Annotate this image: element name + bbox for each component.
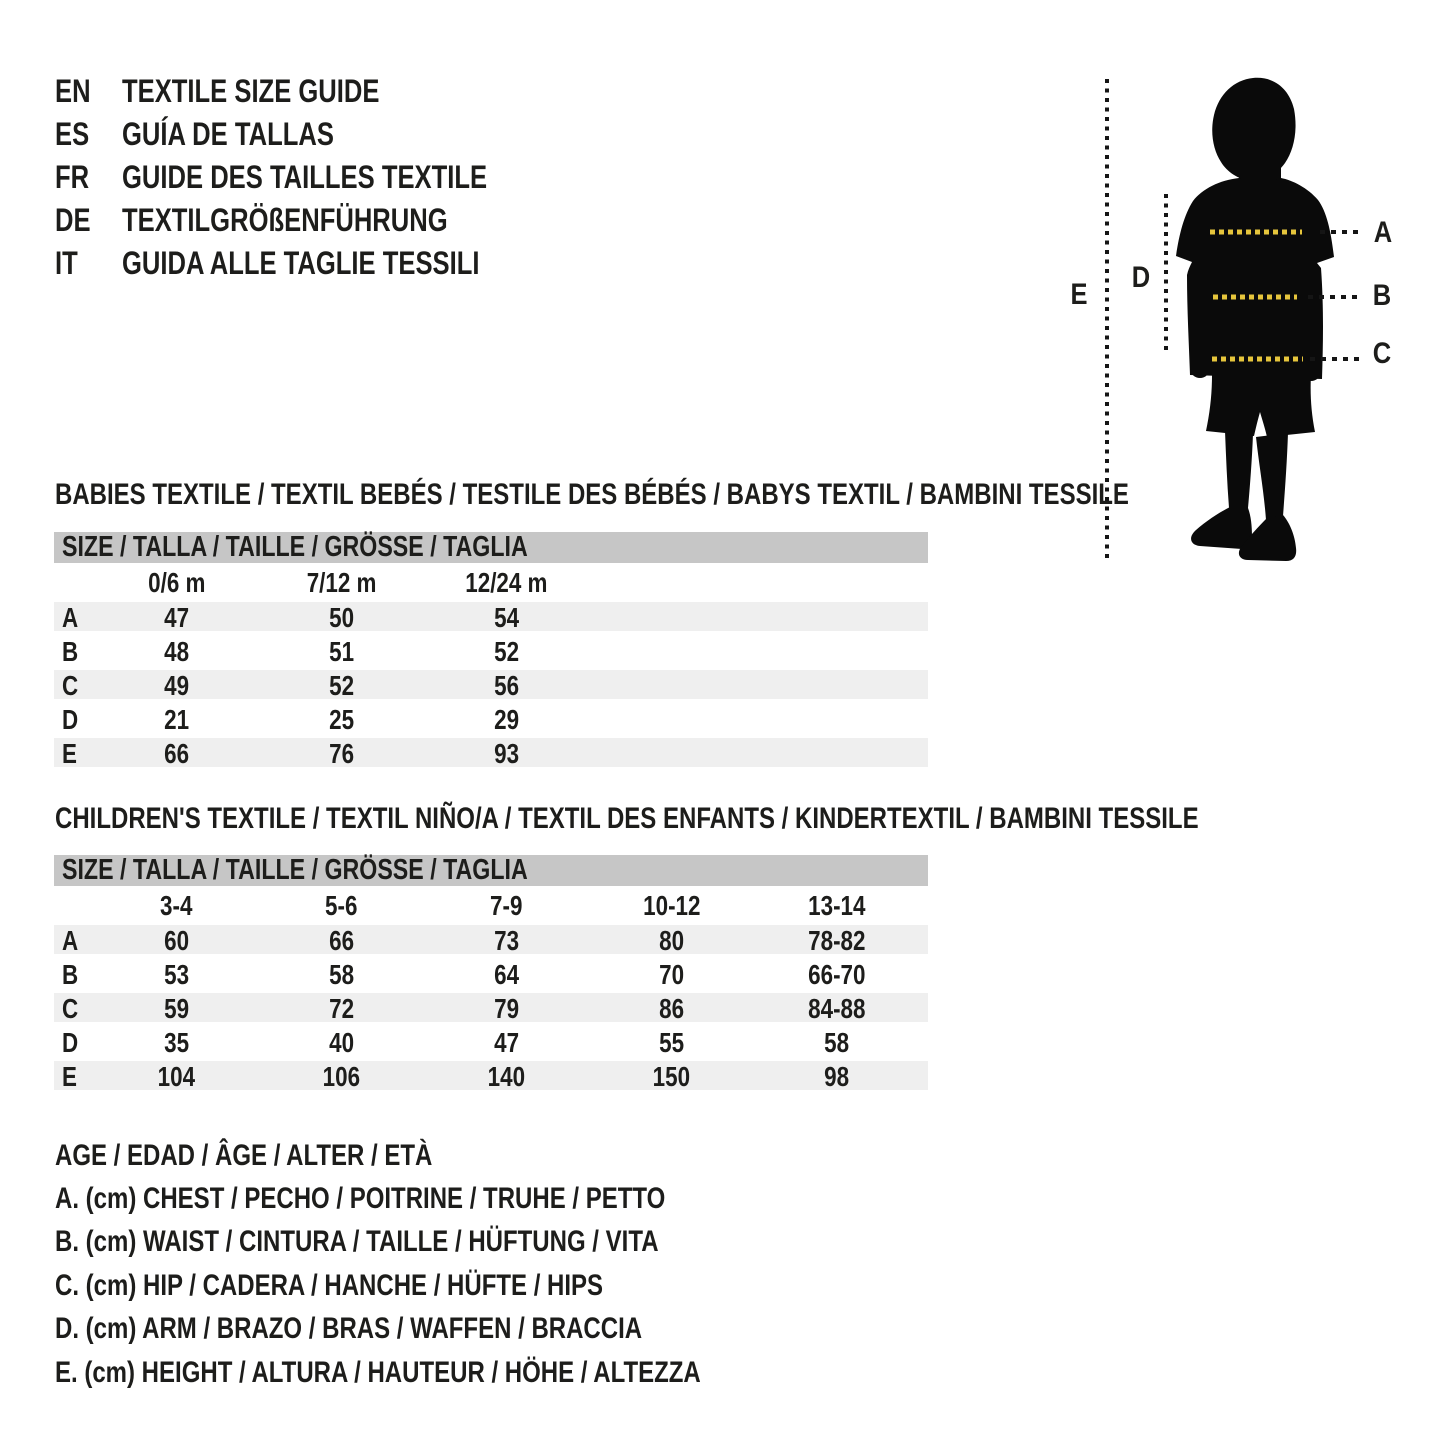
table-row: B 48 51 52 <box>62 636 519 667</box>
lang-code-de: DE <box>55 202 91 238</box>
babies-section-title: BABIES TEXTILE / TEXTIL BEBÉS / TESTILE DES BÉBÉS / BABYS TEXTIL / BAMBINI TESSILE <box>55 478 1129 511</box>
lang-code-es: ES <box>55 116 90 152</box>
babies-col-2: 12/24 m <box>465 566 548 598</box>
children-size-header-bar: SIZE / TALLA / TAILLE / GRÖSSE / TAGLIA <box>54 855 928 886</box>
title-fr: GUIDE DES TAILLES TEXTILE <box>122 159 488 195</box>
title-it: GUIDA ALLE TAGLIE TESSILI <box>122 245 480 281</box>
figure-label-c: C <box>1372 337 1392 370</box>
lang-code-fr: FR <box>55 159 90 195</box>
legend-arm: D. (cm) ARM / BRAZO / BRAS / WAFFEN / BRACCIA <box>55 1312 643 1346</box>
table-row: D 35 40 47 55 58 <box>62 1027 849 1058</box>
child-silhouette-figure <box>1040 60 1445 600</box>
table-row: E 104 106 140 150 98 <box>54 1061 928 1090</box>
figure-label-e: E <box>1070 278 1088 311</box>
lang-row-it <box>55 242 578 285</box>
lang-row-de <box>55 199 578 242</box>
lang-row-en <box>55 70 578 113</box>
babies-col-1: 7/12 m <box>306 566 377 598</box>
children-column-headers <box>54 886 928 925</box>
children-col-0: 3-4 <box>160 889 193 921</box>
legend-hip: C. (cm) HIP / CADERA / HANCHE / HÜFTE / HIPS <box>55 1268 604 1302</box>
table-row: C 49 52 56 <box>54 670 928 699</box>
title-es: GUÍA DE TALLAS <box>122 116 334 152</box>
legend-height: E. (cm) HEIGHT / ALTURA / HAUTEUR / HÖHE / ALTEZZA <box>55 1355 701 1389</box>
babies-size-table <box>54 532 928 772</box>
children-col-2: 7-9 <box>490 889 523 921</box>
title-de: TEXTILGRÖßENFÜHRUNG <box>122 202 448 238</box>
lang-row-fr <box>55 156 578 199</box>
legend-age: AGE / EDAD / ÂGE / ALTER / ETÀ <box>55 1138 433 1172</box>
babies-size-header-bar: SIZE / TALLA / TAILLE / GRÖSSE / TAGLIA <box>54 532 928 563</box>
figure-label-b: B <box>1372 279 1392 312</box>
children-size-table <box>54 855 928 1095</box>
babies-col-0: 0/6 m <box>147 566 206 598</box>
table-row: A 60 66 73 80 78-82 <box>54 925 928 954</box>
legend-waist: B. (cm) WAIST / CINTURA / TAILLE / HÜFTUNG / VITA <box>55 1225 659 1259</box>
lang-row-es <box>55 113 578 156</box>
language-header <box>55 70 578 285</box>
children-section-title: CHILDREN'S TEXTILE / TEXTIL NIÑO/A / TEXTIL DES ENFANTS / KINDERTEXTIL / BAMBINI TESSILE <box>55 802 1199 835</box>
table-row: C 59 72 79 86 84-88 <box>54 993 928 1022</box>
lang-code-en: EN <box>55 73 91 109</box>
figure-label-a: A <box>1373 216 1393 249</box>
table-row: B 53 58 64 70 66-70 <box>62 959 866 990</box>
lang-code-it: IT <box>55 245 78 281</box>
figure-label-d: D <box>1131 261 1151 294</box>
children-col-3: 10-12 <box>642 889 701 921</box>
title-en: TEXTILE SIZE GUIDE <box>122 73 380 109</box>
babies-column-headers <box>54 563 928 602</box>
children-col-4: 13-14 <box>807 889 866 921</box>
children-col-1: 5-6 <box>325 889 358 921</box>
table-row: E 66 76 93 <box>54 738 928 767</box>
legend-chest: A. (cm) CHEST / PECHO / POITRINE / TRUHE / PETTO <box>55 1182 666 1216</box>
table-row: D 21 25 29 <box>62 704 519 735</box>
table-row: A 47 50 54 <box>54 602 928 631</box>
measurement-legend <box>55 1134 862 1394</box>
